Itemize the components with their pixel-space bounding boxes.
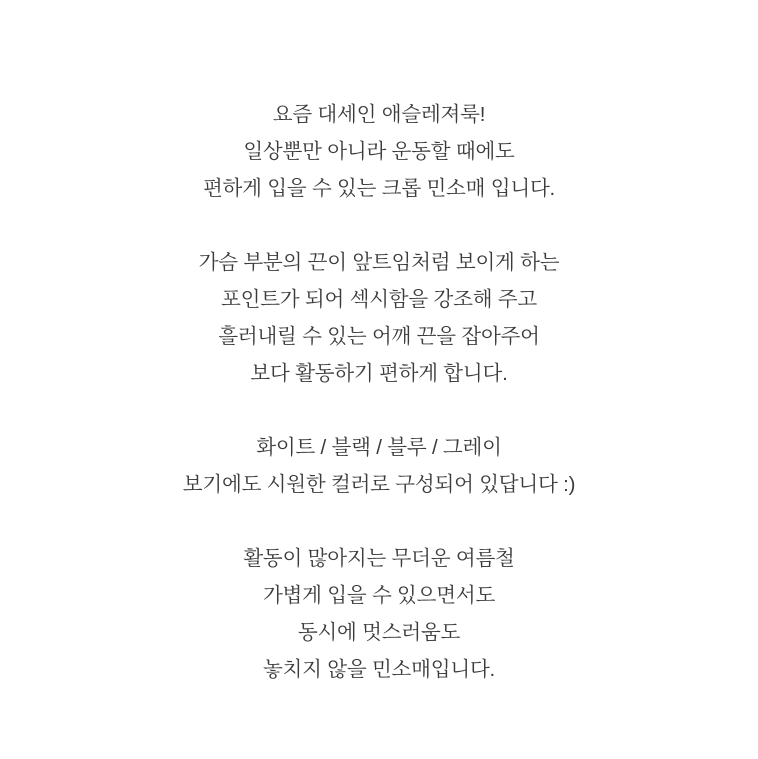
description-line: 편하게 입을 수 있는 크롭 민소매 입니다. <box>202 177 556 200</box>
description-line: 화이트 / 블랙 / 블루 / 그레이 <box>256 436 502 459</box>
description-line: 가슴 부분의 끈이 앞트임처럼 보이게 하는 <box>198 251 560 274</box>
description-line: 보기에도 시원한 컬러로 구성되어 있답니다 :) <box>182 473 576 496</box>
description-line: 보다 활동하기 편하게 합니다. <box>250 362 508 385</box>
description-line: 활동이 많아지는 무더운 여름철 <box>243 547 515 570</box>
description-line: 일상뿐만 아니라 운동할 때에도 <box>243 140 515 163</box>
description-paragraph <box>0 96 758 207</box>
paragraph-spacer <box>0 207 758 244</box>
description-paragraph <box>0 244 758 392</box>
description-line: 포인트가 되어 섹시함을 강조해 주고 <box>220 288 538 311</box>
description-paragraph <box>0 429 758 503</box>
paragraph-spacer <box>0 392 758 429</box>
description-line: 흘러내릴 수 있는 어깨 끈을 잡아주어 <box>218 325 540 348</box>
description-line: 가볍게 입을 수 있으면서도 <box>262 584 496 607</box>
description-text-block <box>0 96 758 688</box>
description-paragraph <box>0 540 758 688</box>
paragraph-spacer <box>0 503 758 540</box>
description-line: 동시에 멋스러움도 <box>297 621 461 644</box>
description-line: 요즘 대세인 애슬레져룩! <box>272 103 486 126</box>
description-line: 놓치지 않을 민소매입니다. <box>262 658 496 681</box>
